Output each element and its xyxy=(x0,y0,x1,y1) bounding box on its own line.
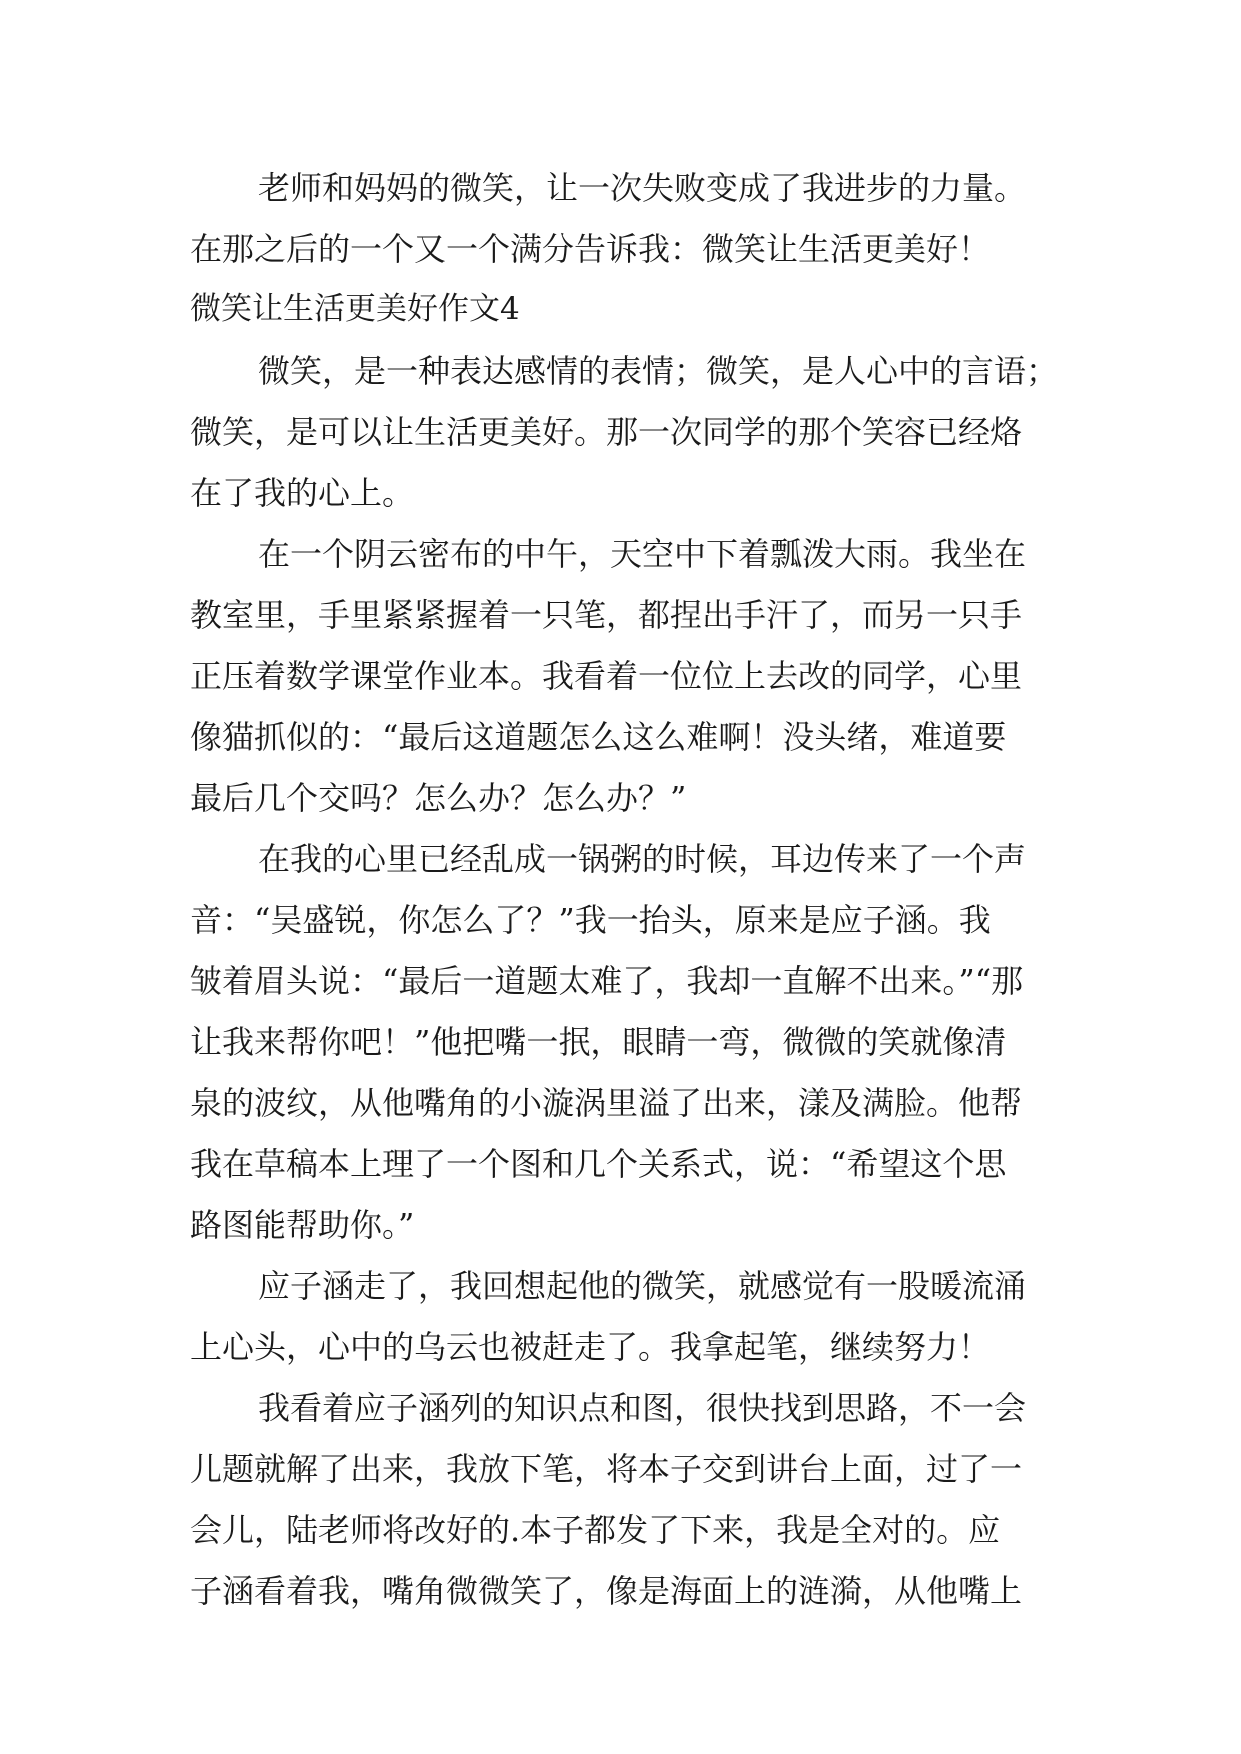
paragraph-line: 最后几个交吗？怎么办？怎么办？” xyxy=(190,779,687,817)
paragraph-line: 在我的心里已经乱成一锅粥的时候，耳边传来了一个声 xyxy=(258,840,1027,878)
paragraph-line: 老师和妈妈的微笑，让一次失败变成了我进步的力量。 xyxy=(258,169,1027,207)
paragraph-line: 儿题就解了出来，我放下笔，将本子交到讲台上面，过了一 xyxy=(190,1450,1023,1488)
paragraph-line: 像猫抓似的：“最后这道题怎么这么难啊！没头绪，难道要 xyxy=(190,718,1007,756)
paragraph-line: 微笑，是一种表达感情的表情；微笑，是人心中的言语； xyxy=(258,352,1059,390)
section-title: 微笑让生活更美好作文4 xyxy=(190,291,520,327)
paragraph-line: 在一个阴云密布的中午，天空中下着瓢泼大雨。我坐在 xyxy=(258,535,1027,573)
paragraph-line: 让我来帮你吧！”他把嘴一抿，眼睛一弯，微微的笑就像清 xyxy=(190,1023,1007,1061)
paragraph-line: 上心头，心中的乌云也被赶走了。我拿起笔，继续努力！ xyxy=(190,1328,991,1366)
paragraph-line: 会儿，陆老师将改好的.本子都发了下来，我是全对的。应 xyxy=(190,1511,1001,1549)
paragraph-line: 子涵看着我，嘴角微微笑了，像是海面上的涟漪，从他嘴上 xyxy=(190,1572,1023,1610)
paragraph-line: 在那之后的一个又一个满分告诉我：微笑让生活更美好！ xyxy=(190,230,991,268)
paragraph-line: 微笑，是可以让生活更美好。那一次同学的那个笑容已经烙 xyxy=(190,413,1023,451)
paragraph-line: 我在草稿本上理了一个图和几个关系式，说：“希望这个思 xyxy=(190,1145,1007,1183)
paragraph-line: 应子涵走了，我回想起他的微笑，就感觉有一股暖流涌 xyxy=(258,1267,1027,1305)
paragraph-line: 我看着应子涵列的知识点和图，很快找到思路，不一会 xyxy=(258,1389,1027,1427)
paragraph-line: 正压着数学课堂作业本。我看着一位位上去改的同学，心里 xyxy=(190,657,1023,695)
paragraph-line: 皱着眉头说：“最后一道题太难了，我却一直解不出来。”“那 xyxy=(190,962,1024,1000)
paragraph-line: 教室里，手里紧紧握着一只笔，都捏出手汗了，而另一只手 xyxy=(190,596,1023,634)
paragraph-line: 在了我的心上。 xyxy=(190,474,415,512)
paragraph-line: 路图能帮助你。” xyxy=(190,1206,415,1244)
paragraph-line: 音：“吴盛锐，你怎么了？”我一抬头，原来是应子涵。我 xyxy=(190,901,991,939)
paragraph-line: 泉的波纹，从他嘴角的小漩涡里溢了出来，漾及满脸。他帮 xyxy=(190,1084,1023,1122)
